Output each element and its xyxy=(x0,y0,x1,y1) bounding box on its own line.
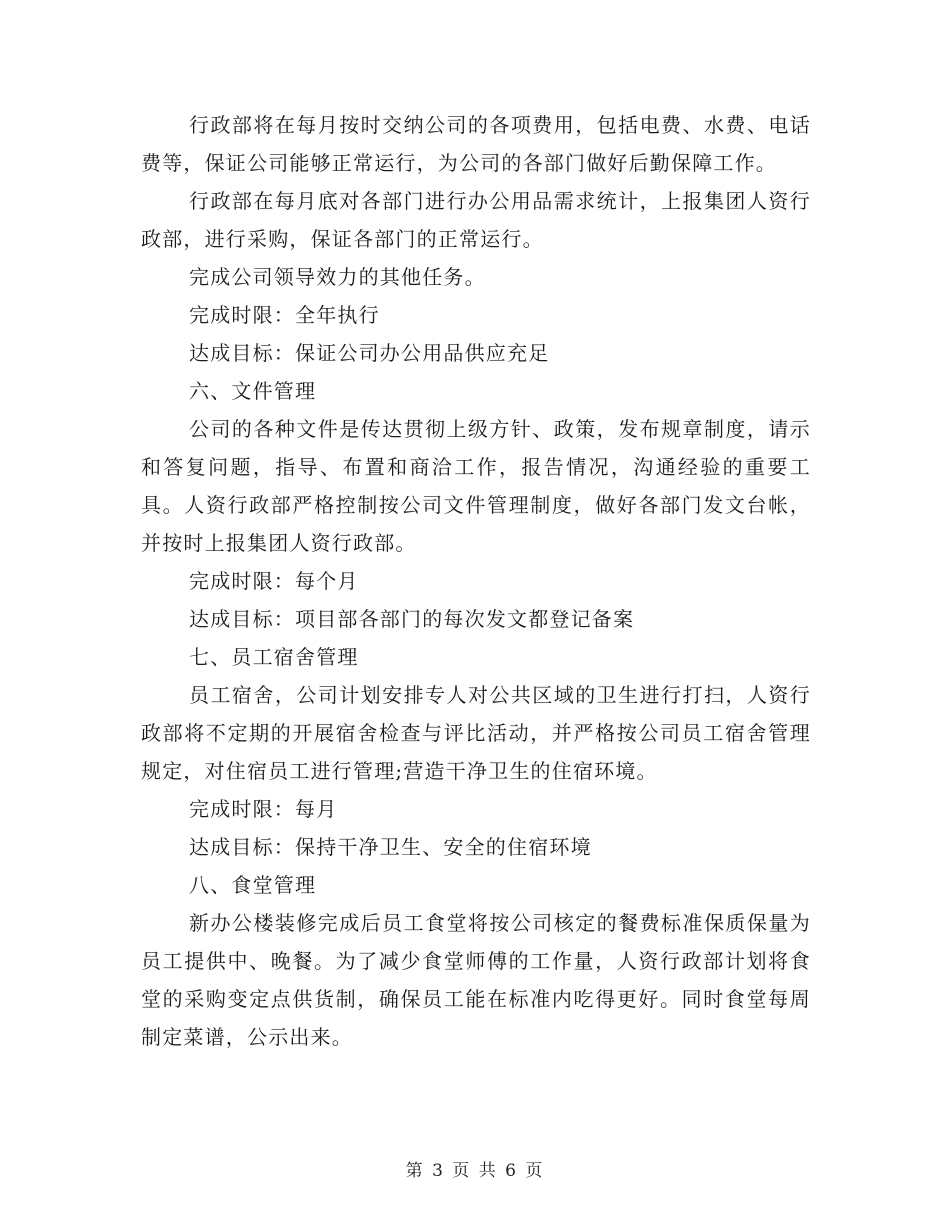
section-heading-dormitory: 七、员工宿舍管理 xyxy=(189,645,359,669)
section-heading-canteen: 八、食堂管理 xyxy=(189,873,317,897)
goal-line: 达成目标：保持干净卫生、安全的住宿环境 xyxy=(189,835,592,859)
goal-line: 达成目标：项目部各部门的每次发文都登记备案 xyxy=(189,607,635,631)
paragraph-file-management: 公司的各种文件是传达贯彻上级方针、政策，发布规章制度，请示和答复问题，指导、布置和商洽工作，报告情况，沟通经验的重要工具。人资行政部严格控制按公司文件管理制度，做好各部门发文台帐，并按时上报集团人资行政部。 xyxy=(141,417,811,555)
section-heading-file-management: 六、文件管理 xyxy=(189,379,317,403)
footer-suffix: 页 xyxy=(525,1161,545,1181)
deadline-line: 完成时限：全年执行 xyxy=(189,303,380,327)
paragraph-other-tasks: 完成公司领导效力的其他任务。 xyxy=(189,265,486,289)
current-page-number: 3 xyxy=(432,1161,445,1181)
total-pages-number: 6 xyxy=(505,1161,518,1181)
paragraph-dormitory: 员工宿舍，公司计划安排专人对公共区域的卫生进行打扫，人资行政部将不定期的开展宿舍检查与评比活动，并严格按公司员工宿舍管理规定，对住宿员工进行管理;营造干净卫生的住宿环境。 xyxy=(141,683,811,783)
deadline-line: 完成时限：每月 xyxy=(189,797,338,821)
footer-mid: 页 共 xyxy=(452,1161,498,1181)
page-footer xyxy=(0,1156,950,1181)
footer-prefix: 第 xyxy=(405,1161,425,1181)
paragraph-canteen: 新办公楼装修完成后员工食堂将按公司核定的餐费标准保质保量为员工提供中、晚餐。为了减少食堂师傅的工作量，人资行政部计划将食堂的采购变定点供货制，确保员工能在标准内吃得更好。同时食堂每周制定菜谱，公示出来。 xyxy=(141,911,811,1049)
document-body xyxy=(141,106,811,1056)
paragraph-office-supplies: 行政部在每月底对各部门进行办公用品需求统计，上报集团人资行政部，进行采购，保证各部门的正常运行。 xyxy=(141,189,811,251)
paragraph-fees: 行政部将在每月按时交纳公司的各项费用，包括电费、水费、电话费等，保证公司能够正常运行，为公司的各部门做好后勤保障工作。 xyxy=(141,113,811,175)
deadline-line: 完成时限：每个月 xyxy=(189,569,359,593)
goal-line: 达成目标：保证公司办公用品供应充足 xyxy=(189,341,550,365)
